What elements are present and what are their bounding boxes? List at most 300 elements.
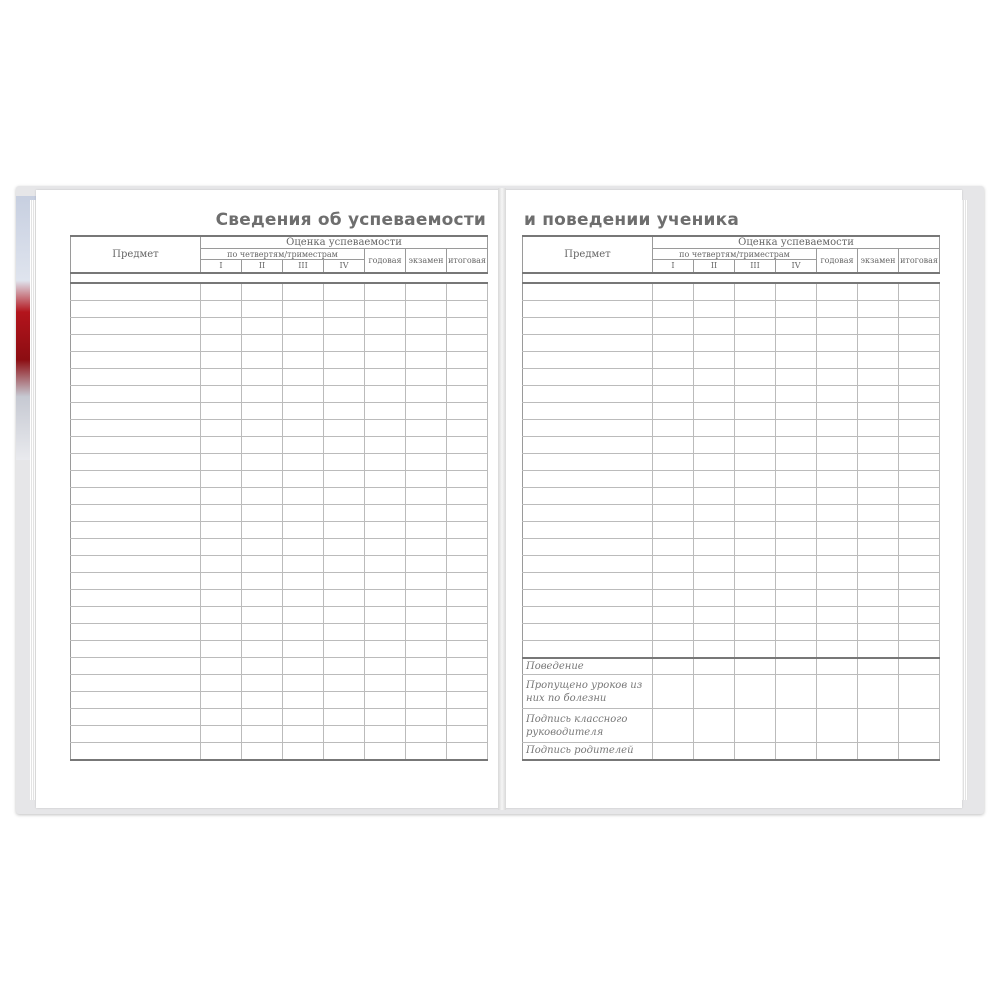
table-cell: [817, 675, 858, 709]
grade-cell: [324, 691, 365, 708]
table-cell: [899, 675, 940, 709]
grade-cell: [447, 674, 488, 691]
table-row: [523, 538, 940, 555]
grade-cell: [694, 504, 735, 521]
grade-cell: [242, 589, 283, 606]
grade-cell: [735, 385, 776, 402]
grade-cell: [242, 674, 283, 691]
grade-cell: [776, 419, 817, 436]
table-row: [71, 742, 488, 760]
grade-cell: [653, 351, 694, 368]
grade-cell: [899, 317, 940, 334]
grade-cell: [735, 436, 776, 453]
grade-cell: [406, 504, 447, 521]
grade-cell: [365, 538, 406, 555]
grade-cell: [653, 487, 694, 504]
grade-cell: [365, 725, 406, 742]
table-row: [71, 487, 488, 504]
grade-cell: [447, 368, 488, 385]
grade-cell: [283, 538, 324, 555]
grade-cell: [324, 300, 365, 317]
table-cell: [735, 743, 776, 760]
exam-header: экзамен: [406, 249, 447, 273]
subject-cell: [71, 334, 201, 351]
grade-cell: [776, 317, 817, 334]
grade-cell: [653, 368, 694, 385]
grade-cell: [694, 521, 735, 538]
subject-cell: [523, 453, 653, 470]
teacher-signature-label: Подпись классного руководителя: [523, 709, 653, 743]
subject-cell: [523, 487, 653, 504]
table-cell: [653, 743, 694, 760]
grade-cell: [365, 555, 406, 572]
grade-cell: [653, 402, 694, 419]
table-row: [71, 725, 488, 742]
grade-cell: [858, 640, 899, 658]
grade-cell: [817, 334, 858, 351]
grade-cell: [406, 538, 447, 555]
table-row: [71, 504, 488, 521]
table-cell: [858, 709, 899, 743]
annual-header: годовая: [817, 249, 858, 273]
grade-cell: [242, 606, 283, 623]
grade-cell: [735, 317, 776, 334]
table-row: [523, 504, 940, 521]
subject-cell: [523, 317, 653, 334]
grade-cell: [324, 470, 365, 487]
table-row: [71, 436, 488, 453]
grade-cell: [899, 589, 940, 606]
grade-cell: [776, 640, 817, 658]
left-grades-table: [70, 235, 488, 761]
grade-cell: [817, 470, 858, 487]
grade-cell: [653, 538, 694, 555]
grade-cell: [735, 487, 776, 504]
subject-cell: [71, 436, 201, 453]
grade-cell: [324, 640, 365, 657]
grade-cell: [899, 470, 940, 487]
grade-cell: [694, 589, 735, 606]
subject-cell: [523, 521, 653, 538]
table-cell: [858, 658, 899, 675]
grade-cell: [817, 351, 858, 368]
grade-cell: [447, 283, 488, 301]
subject-cell: [523, 300, 653, 317]
grade-cell: [735, 521, 776, 538]
table-row: [523, 453, 940, 470]
table-cell: [735, 709, 776, 743]
table-cell: [694, 743, 735, 760]
grade-cell: [365, 300, 406, 317]
subject-cell: [71, 691, 201, 708]
grade-cell: [817, 317, 858, 334]
subject-cell: [71, 453, 201, 470]
table-row: [71, 300, 488, 317]
grade-cell: [817, 436, 858, 453]
grade-cell: [283, 708, 324, 725]
grade-cell: [653, 334, 694, 351]
table-row: [71, 521, 488, 538]
table-cell: [653, 675, 694, 709]
table-row: [71, 283, 488, 301]
grade-cell: [324, 334, 365, 351]
table-row: [71, 419, 488, 436]
grade-cell: [283, 521, 324, 538]
grade-cell: [324, 402, 365, 419]
subject-cell: [523, 419, 653, 436]
table-row: [71, 402, 488, 419]
grade-cell: [406, 606, 447, 623]
grade-cell: [365, 385, 406, 402]
gap-cell: [283, 273, 324, 283]
grade-cell: [694, 640, 735, 658]
table-cell: [899, 743, 940, 760]
gap-cell: [653, 273, 694, 283]
grade-cell: [735, 538, 776, 555]
grade-cell: [735, 504, 776, 521]
grade-cell: [242, 742, 283, 760]
grade-cell: [776, 589, 817, 606]
grade-cell: [201, 538, 242, 555]
grade-cell: [365, 317, 406, 334]
table-cell: [858, 743, 899, 760]
grade-cell: [242, 283, 283, 301]
grade-cell: [201, 368, 242, 385]
subject-cell: [523, 470, 653, 487]
table-row: [523, 555, 940, 572]
grade-cell: [447, 572, 488, 589]
table-row: [523, 419, 940, 436]
grade-cell: [447, 300, 488, 317]
subject-cell: [523, 623, 653, 640]
grade-cell: [242, 691, 283, 708]
grade-cell: [447, 334, 488, 351]
grade-cell: [365, 283, 406, 301]
grade-cell: [735, 640, 776, 658]
grade-cell: [242, 521, 283, 538]
grade-cell: [201, 708, 242, 725]
right-table-body: [523, 273, 940, 658]
grade-cell: [858, 555, 899, 572]
grade-cell: [406, 691, 447, 708]
grade-cell: [653, 436, 694, 453]
grade-cell: [899, 283, 940, 301]
grade-cell: [735, 555, 776, 572]
grade-cell: [694, 555, 735, 572]
grade-cell: [283, 351, 324, 368]
grade-cell: [365, 691, 406, 708]
grade-cell: [653, 504, 694, 521]
grade-cell: [324, 283, 365, 301]
grade-cell: [324, 436, 365, 453]
subject-cell: [71, 589, 201, 606]
grade-cell: [242, 555, 283, 572]
grade-cell: [365, 402, 406, 419]
grade-cell: [817, 504, 858, 521]
grade-cell: [242, 725, 283, 742]
grade-cell: [406, 453, 447, 470]
grade-cell: [447, 742, 488, 760]
grade-cell: [447, 623, 488, 640]
table-row: [71, 708, 488, 725]
table-cell: [899, 709, 940, 743]
subject-cell: [523, 640, 653, 658]
grade-cell: [242, 385, 283, 402]
grade-cell: [242, 623, 283, 640]
grade-cell: [899, 572, 940, 589]
left-page-title: Сведения об успеваемости: [215, 210, 486, 230]
grades-header: Оценка успеваемости: [201, 236, 488, 249]
grade-cell: [735, 283, 776, 301]
table-row: [71, 453, 488, 470]
subject-cell: [523, 283, 653, 301]
grade-cell: [694, 538, 735, 555]
grade-cell: [242, 487, 283, 504]
parents-signature-label: Подпись родителей: [523, 743, 653, 760]
grade-cell: [817, 623, 858, 640]
grade-cell: [694, 351, 735, 368]
grade-cell: [694, 436, 735, 453]
grade-cell: [858, 385, 899, 402]
subject-cell: [71, 402, 201, 419]
grade-cell: [283, 691, 324, 708]
grade-cell: [899, 606, 940, 623]
grade-cell: [283, 317, 324, 334]
grade-cell: [776, 504, 817, 521]
grade-cell: [201, 555, 242, 572]
quarter-2-header: II: [242, 260, 283, 273]
grade-cell: [201, 725, 242, 742]
grade-cell: [201, 453, 242, 470]
grade-cell: [283, 436, 324, 453]
grade-cell: [324, 317, 365, 334]
grade-cell: [447, 470, 488, 487]
grade-cell: [858, 283, 899, 301]
grade-cell: [447, 691, 488, 708]
grade-cell: [201, 351, 242, 368]
grade-cell: [324, 453, 365, 470]
grade-cell: [242, 317, 283, 334]
grade-cell: [406, 555, 447, 572]
grade-cell: [817, 453, 858, 470]
subject-header: Предмет: [523, 236, 653, 273]
subject-cell: [71, 623, 201, 640]
subject-cell: [71, 606, 201, 623]
grade-cell: [283, 453, 324, 470]
grade-cell: [406, 368, 447, 385]
grade-cell: [817, 538, 858, 555]
grade-cell: [447, 555, 488, 572]
gap-cell: [71, 273, 201, 283]
subject-cell: [523, 334, 653, 351]
table-cell: [817, 743, 858, 760]
grade-cell: [858, 402, 899, 419]
grade-cell: [776, 334, 817, 351]
table-cell: [858, 675, 899, 709]
grade-cell: [817, 589, 858, 606]
grade-cell: [365, 589, 406, 606]
gap-cell: [694, 273, 735, 283]
table-row: [71, 572, 488, 589]
grade-cell: [283, 300, 324, 317]
grade-cell: [817, 555, 858, 572]
table-row: [523, 589, 940, 606]
subject-cell: [71, 504, 201, 521]
grade-cell: [365, 708, 406, 725]
table-row: [523, 385, 940, 402]
grade-cell: [694, 283, 735, 301]
grade-cell: [242, 572, 283, 589]
grade-cell: [447, 436, 488, 453]
gap-cell: [899, 273, 940, 283]
grade-cell: [242, 657, 283, 674]
grade-cell: [653, 453, 694, 470]
grade-cell: [242, 453, 283, 470]
quarter-2-header: II: [694, 260, 735, 273]
grade-cell: [735, 589, 776, 606]
grade-cell: [201, 521, 242, 538]
header-gap: [71, 273, 488, 283]
grade-cell: [653, 623, 694, 640]
grade-cell: [447, 521, 488, 538]
grade-cell: [735, 351, 776, 368]
grade-cell: [447, 487, 488, 504]
grade-cell: [735, 470, 776, 487]
grade-cell: [324, 708, 365, 725]
table-cell: [899, 658, 940, 675]
grade-cell: [817, 606, 858, 623]
subject-cell: [523, 368, 653, 385]
grade-cell: [324, 742, 365, 760]
grade-cell: [447, 606, 488, 623]
grade-cell: [694, 402, 735, 419]
gap-cell: [201, 273, 242, 283]
grade-cell: [283, 334, 324, 351]
subject-cell: [71, 385, 201, 402]
gap-cell: [242, 273, 283, 283]
subject-cell: [71, 572, 201, 589]
grade-cell: [858, 300, 899, 317]
grades-header: Оценка успеваемости: [653, 236, 940, 249]
grade-cell: [242, 708, 283, 725]
subject-cell: [71, 538, 201, 555]
grade-cell: [406, 521, 447, 538]
grade-cell: [406, 708, 447, 725]
grade-cell: [817, 572, 858, 589]
grade-cell: [242, 538, 283, 555]
table-row: [523, 606, 940, 623]
grade-cell: [776, 623, 817, 640]
gap-cell: [406, 273, 447, 283]
subject-cell: [523, 436, 653, 453]
grade-cell: [201, 300, 242, 317]
quarters-header: по четвертям/триместрам: [201, 249, 365, 260]
grade-cell: [365, 487, 406, 504]
grade-cell: [447, 640, 488, 657]
grade-cell: [406, 402, 447, 419]
table-row: [523, 368, 940, 385]
grade-cell: [283, 623, 324, 640]
grade-cell: [776, 521, 817, 538]
grade-cell: [817, 419, 858, 436]
subject-cell: [71, 725, 201, 742]
grade-cell: [899, 487, 940, 504]
grade-cell: [776, 487, 817, 504]
grade-cell: [201, 742, 242, 760]
grade-cell: [858, 419, 899, 436]
grade-cell: [899, 555, 940, 572]
grade-cell: [406, 300, 447, 317]
quarter-1-header: I: [653, 260, 694, 273]
quarter-4-header: IV: [324, 260, 365, 273]
grade-cell: [365, 606, 406, 623]
grade-cell: [242, 504, 283, 521]
grade-cell: [653, 300, 694, 317]
subject-header: Предмет: [71, 236, 201, 273]
subject-cell: [71, 368, 201, 385]
grade-cell: [406, 623, 447, 640]
table-row: [71, 385, 488, 402]
grade-cell: [365, 572, 406, 589]
grade-cell: [283, 368, 324, 385]
grade-cell: [653, 385, 694, 402]
grade-cell: [858, 470, 899, 487]
grade-cell: [324, 572, 365, 589]
grade-cell: [406, 470, 447, 487]
table-row: [523, 351, 940, 368]
grade-cell: [858, 351, 899, 368]
grade-cell: [735, 623, 776, 640]
table-cell: [653, 709, 694, 743]
exam-header: экзамен: [858, 249, 899, 273]
table-row: [523, 572, 940, 589]
subject-cell: [71, 317, 201, 334]
grade-cell: [365, 742, 406, 760]
grade-cell: [899, 640, 940, 658]
grade-cell: [201, 470, 242, 487]
grade-cell: [283, 402, 324, 419]
grade-cell: [858, 334, 899, 351]
grade-cell: [735, 606, 776, 623]
grade-cell: [899, 623, 940, 640]
grade-cell: [324, 538, 365, 555]
table-row: [71, 691, 488, 708]
grade-cell: [447, 589, 488, 606]
table-cell: [776, 709, 817, 743]
right-page-edge: [962, 200, 968, 800]
grade-cell: [817, 300, 858, 317]
gap-cell: [523, 273, 653, 283]
table-row: [523, 317, 940, 334]
grade-cell: [653, 317, 694, 334]
grade-cell: [242, 351, 283, 368]
grade-cell: [858, 436, 899, 453]
grade-cell: [694, 300, 735, 317]
subject-cell: [71, 555, 201, 572]
grade-cell: [899, 368, 940, 385]
grade-cell: [406, 436, 447, 453]
grade-cell: [817, 368, 858, 385]
grade-cell: [201, 504, 242, 521]
grade-cell: [858, 538, 899, 555]
grade-cell: [858, 317, 899, 334]
grade-cell: [283, 504, 324, 521]
gap-cell: [817, 273, 858, 283]
subject-cell: [71, 657, 201, 674]
grade-cell: [899, 351, 940, 368]
grade-cell: [406, 385, 447, 402]
table-cell: [694, 658, 735, 675]
